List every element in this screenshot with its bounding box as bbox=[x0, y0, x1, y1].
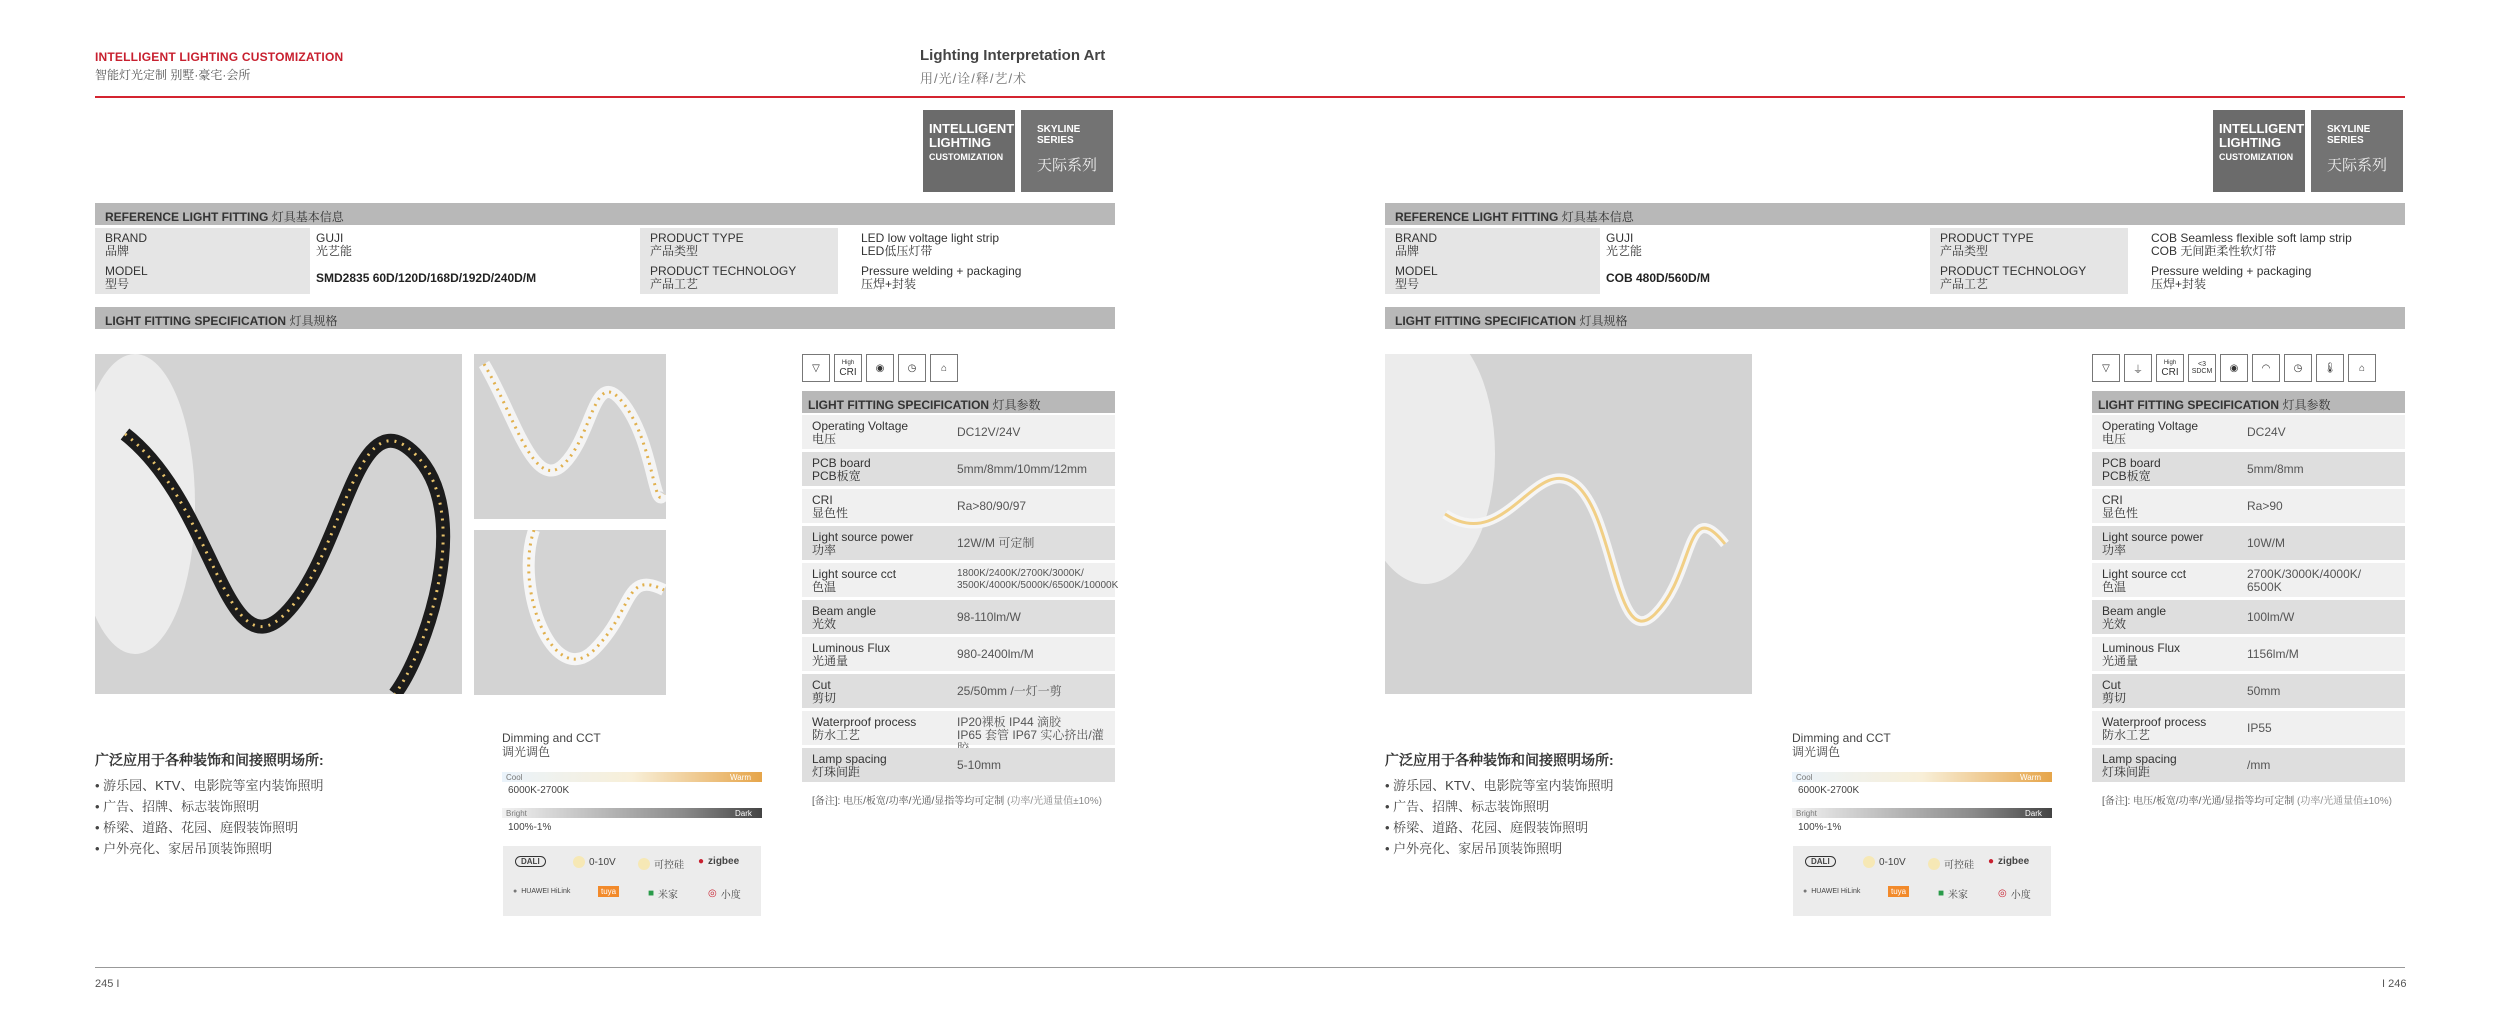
spec-label: Operating Voltage 电压 bbox=[812, 419, 909, 446]
cri-icon bbox=[834, 354, 862, 382]
huawei-icon: ● bbox=[1803, 888, 1808, 895]
art-title: Lighting Interpretation Art bbox=[920, 47, 1106, 64]
model-label: MODEL 型号 bbox=[1395, 264, 1438, 291]
bar-title: REFERENCE LIGHT FITTING bbox=[1395, 210, 1559, 224]
spec-value: 1156lm/M bbox=[2247, 647, 2299, 661]
dimming-title: Dimming and CCT 调光调色 bbox=[1792, 731, 1891, 759]
huawei-icon: ● bbox=[513, 888, 518, 895]
cool-label: Cool bbox=[1796, 773, 1813, 782]
bar-title-cn: 灯具规格 bbox=[1579, 314, 1628, 328]
tuya-logo: tuya bbox=[598, 886, 619, 897]
spec-value: 980-2400lm/M bbox=[957, 647, 1034, 661]
model-label: MODEL 型号 bbox=[105, 264, 148, 291]
spec-row bbox=[802, 452, 1115, 486]
eye-icon: ◉ bbox=[866, 354, 894, 382]
spec-label: Light source cct 色温 bbox=[812, 567, 897, 594]
mijia-logo: ■ 米家 bbox=[1938, 888, 1969, 901]
dim-range: 100%-1% bbox=[1798, 822, 1842, 833]
badge-intelligent-lighting bbox=[2213, 110, 2305, 192]
page-number: 245 I bbox=[95, 978, 120, 990]
badge-text: SERIES bbox=[1037, 135, 1074, 146]
spec-value: 5mm/8mm/10mm/12mm bbox=[957, 462, 1088, 476]
product-type-label: PRODUCT TYPE 产品类型 bbox=[1940, 231, 2034, 258]
model-value: COB 480D/560D/M bbox=[1606, 271, 1711, 285]
triangle-f-icon: ▽ bbox=[802, 354, 830, 382]
specification-bar bbox=[1385, 307, 2405, 329]
spec-row bbox=[2092, 489, 2405, 523]
bar-title: LIGHT FITTING SPECIFICATION bbox=[1395, 314, 1577, 328]
cct-gradient bbox=[502, 772, 762, 782]
mijia-icon: ■ bbox=[1938, 888, 1945, 899]
spec-title-cn: 灯具参数 bbox=[2282, 398, 2331, 412]
application-item: • 游乐园、KTV、电影院等室内装饰照明 bbox=[1385, 778, 1614, 793]
spec-value: DC24V bbox=[2247, 425, 2286, 439]
application-item: • 广告、招牌、标志装饰照明 bbox=[1385, 799, 1550, 814]
zigbee-logo: ● zigbee bbox=[1988, 856, 2030, 867]
right-page bbox=[1250, 0, 2500, 1035]
spec-label: Beam angle 光效 bbox=[812, 604, 877, 631]
spec-value: IP20裸板 IP44 滴胶 IP65 套管 IP67 实心挤出/灌 bbox=[957, 715, 1104, 742]
spec-value: 10W/M bbox=[2247, 536, 2286, 550]
mijia-logo: ■ 米家 bbox=[648, 888, 679, 901]
spec-row bbox=[802, 489, 1115, 523]
cct-range: 6000K-2700K bbox=[1798, 785, 1860, 796]
spec-value: Ra>90 bbox=[2247, 499, 2283, 513]
temperature-icon: 🌡 bbox=[2316, 354, 2344, 382]
indoor-house-icon: ⌂ bbox=[2348, 354, 2376, 382]
spec-label: CRI 显色性 bbox=[2102, 493, 2139, 520]
spec-row bbox=[802, 563, 1119, 597]
spec-row bbox=[802, 637, 1115, 671]
application-item: • 广告、招牌、标志装饰照明 bbox=[95, 799, 260, 814]
brand-title: INTELLIGENT LIGHTING CUSTOMIZATION bbox=[95, 50, 344, 64]
application-item: • 游乐园、KTV、电影院等室内装饰照明 bbox=[95, 778, 324, 793]
badge-text: SERIES bbox=[2327, 135, 2364, 146]
application-item: • 户外亮化、家居吊顶装饰照明 bbox=[1385, 841, 1563, 856]
spec-label: Light source power 功率 bbox=[2102, 530, 2204, 557]
spec-value: DC12V/24V bbox=[957, 425, 1021, 439]
thyristor-logo: 可控硅 bbox=[638, 856, 684, 871]
spec-value: 2700K/3000K/4000K/ 6500K bbox=[2247, 567, 2362, 594]
badge-text: LIGHTING bbox=[2219, 135, 2282, 150]
spec-label: Operating Voltage 电压 bbox=[2102, 419, 2199, 446]
dot-icon bbox=[573, 856, 585, 868]
spec-value: 12W/M 可定制 bbox=[957, 536, 1035, 550]
dimming-title: Dimming and CCT 调光调色 bbox=[502, 731, 601, 759]
spec-row bbox=[802, 674, 1115, 708]
010v-logo: 0-10V bbox=[1863, 856, 1906, 868]
led-strip-illustration bbox=[474, 530, 666, 695]
led-strip-photo-main bbox=[95, 354, 462, 694]
product-type-label: PRODUCT TYPE 产品类型 bbox=[650, 231, 744, 258]
spec-label: Light source power 功率 bbox=[812, 530, 914, 557]
010v-logo: 0-10V bbox=[573, 856, 616, 868]
warm-label: Warm bbox=[2020, 773, 2042, 782]
lifetime-icon: ◷ bbox=[2284, 354, 2312, 382]
bright-label: Bright bbox=[1796, 809, 1817, 818]
badge-text: 天际系列 bbox=[1037, 157, 1098, 174]
spec-label: Lamp spacing 灯珠间距 bbox=[2102, 752, 2177, 779]
tuya-logo: tuya bbox=[1888, 886, 1909, 897]
brand-value: GUJI 光艺能 bbox=[316, 231, 353, 258]
spec-note: [备注]: 电压/板宽/功率/光通/显指等均可定制 (功率/光通量值±10%) bbox=[812, 796, 1102, 807]
bar-title-cn: 灯具基本信息 bbox=[1561, 210, 1634, 224]
spec-row bbox=[802, 415, 1115, 449]
application-item: • 桥梁、道路、花园、庭假装饰照明 bbox=[95, 820, 299, 835]
spec-label: PCB board PCB板宽 bbox=[812, 456, 871, 483]
badge-text: SKYLINE bbox=[1037, 124, 1081, 135]
bar-title: REFERENCE LIGHT FITTING bbox=[105, 210, 269, 224]
product-tech-value: Pressure welding + packaging 压焊+封装 bbox=[2151, 264, 2312, 291]
spec-label: Cut 剪切 bbox=[812, 678, 837, 705]
spec-label: Waterproof process 防水工艺 bbox=[812, 715, 917, 742]
spec-value: 5mm/8mm bbox=[2247, 462, 2304, 476]
led-strip-illustration bbox=[95, 354, 462, 694]
dot-icon bbox=[1863, 856, 1875, 868]
lifetime-icon: ◷ bbox=[898, 354, 926, 382]
reference-bar bbox=[95, 203, 1115, 225]
protocol-logos bbox=[503, 846, 761, 916]
xiaodu-icon: ◎ bbox=[1998, 888, 2007, 899]
spec-label: Beam angle 光效 bbox=[2102, 604, 2167, 631]
dali-logo: DALI bbox=[1805, 856, 1836, 867]
xiaodu-logo: ◎ 小度 bbox=[708, 888, 741, 901]
spec-row bbox=[802, 526, 1115, 560]
product-type-value: LED low voltage light strip LED低压灯带 bbox=[861, 231, 1000, 258]
spec-row bbox=[2092, 711, 2405, 745]
product-tech-label: PRODUCT TECHNOLOGY 产品工艺 bbox=[1940, 264, 2087, 291]
brand-subtitle: 智能灯光定制 别墅·豪宅·会所 bbox=[95, 68, 251, 82]
cool-label: Cool bbox=[506, 773, 523, 782]
eye-icon: ◉ bbox=[2220, 354, 2248, 382]
spec-label: Luminous Flux 光通量 bbox=[2102, 641, 2181, 668]
application-item: • 户外亮化、家居吊顶装饰照明 bbox=[95, 841, 273, 856]
cct-gradient bbox=[1792, 772, 2052, 782]
spec-row bbox=[2092, 637, 2405, 671]
art-subtitle: 用/光/诠/释/艺/术 bbox=[920, 71, 1028, 86]
application-title: 广泛应用于各种装饰和间接照明场所: bbox=[1385, 752, 1614, 768]
spec-table-title bbox=[802, 391, 1115, 413]
ground-icon: ⏚ bbox=[2124, 354, 2152, 382]
application-list bbox=[1385, 775, 1613, 859]
bar-title-cn: 灯具基本信息 bbox=[271, 210, 344, 224]
cri-text: CRI bbox=[2161, 367, 2179, 378]
thyristor-logo: 可控硅 bbox=[1928, 856, 1974, 871]
badge-text: CUSTOMIZATION bbox=[929, 152, 1004, 162]
badge-text: INTELLIGENT bbox=[929, 121, 1015, 136]
page-number: I 246 bbox=[2382, 978, 2407, 990]
spec-row bbox=[2092, 452, 2405, 486]
badge-text: LIGHTING bbox=[929, 135, 992, 150]
spec-value: 5-10mm bbox=[957, 758, 1002, 772]
cri-small-text: High bbox=[841, 360, 855, 366]
spec-title-text: LIGHT FITTING SPECIFICATION bbox=[2098, 398, 2280, 412]
huawei-hilink-logo: ● HUAWEI HiLink bbox=[1803, 888, 1861, 895]
feature-icons bbox=[802, 354, 958, 384]
application-title: 广泛应用于各种装饰和间接照明场所: bbox=[95, 752, 324, 768]
dot-icon bbox=[1928, 858, 1940, 870]
spec-table-title bbox=[2092, 391, 2405, 413]
feature-icons bbox=[2092, 354, 2376, 384]
spec-value: 100lm/W bbox=[2247, 610, 2295, 624]
spec-label: PCB board PCB板宽 bbox=[2102, 456, 2161, 483]
spec-value: 98-110lm/W bbox=[957, 610, 1021, 624]
spec-row bbox=[2092, 526, 2405, 560]
sdcm-icon: <3 SDCM bbox=[2188, 354, 2216, 382]
spec-label: Waterproof process 防水工艺 bbox=[2102, 715, 2207, 742]
spec-row bbox=[2092, 674, 2405, 708]
indoor-house-icon: ⌂ bbox=[930, 354, 958, 382]
spec-row bbox=[2092, 600, 2405, 634]
spec-label: Light source cct 色温 bbox=[2102, 567, 2187, 594]
cob-strip-illustration bbox=[1385, 354, 1752, 694]
spec-value: /mm bbox=[2247, 758, 2271, 772]
product-type-value: COB Seamless flexible soft lamp strip COB 无间距柔性软灯带 bbox=[2151, 231, 2352, 258]
spec-value: 50mm bbox=[2247, 684, 2281, 698]
spec-value: IP55 bbox=[2247, 721, 2272, 735]
triangle-f-icon: ▽ bbox=[2092, 354, 2120, 382]
zigbee-icon: ● bbox=[1988, 856, 1995, 867]
dot-icon bbox=[638, 858, 650, 870]
spec-row bbox=[2092, 415, 2405, 449]
dark-label: Dark bbox=[2025, 809, 2042, 818]
bar-title: LIGHT FITTING SPECIFICATION bbox=[105, 314, 287, 328]
reference-bar bbox=[1385, 203, 2405, 225]
product-tech-label: PRODUCT TECHNOLOGY 产品工艺 bbox=[650, 264, 797, 291]
spec-value: Ra>80/90/97 bbox=[957, 499, 1027, 513]
cct-range: 6000K-2700K bbox=[508, 785, 570, 796]
dimming-gradient bbox=[502, 808, 762, 818]
brand-value: GUJI 光艺能 bbox=[1606, 231, 1643, 258]
warm-label: Warm bbox=[730, 773, 752, 782]
spec-value: 25/50mm /一灯一剪 bbox=[957, 684, 1062, 698]
xiaodu-logo: ◎ 小度 bbox=[1998, 888, 2031, 901]
application-item: • 桥梁、道路、花园、庭假装饰照明 bbox=[1385, 820, 1589, 835]
badge-text: SKYLINE bbox=[2327, 124, 2371, 135]
spec-note: [备注]: 电压/板宽/功率/光通/显指等均可定制 (功率/光通量值±10%) bbox=[2102, 796, 2392, 807]
huawei-hilink-logo: ● HUAWEI HiLink bbox=[513, 888, 571, 895]
angle-icon: ◠ bbox=[2252, 354, 2280, 382]
spec-label: Cut 剪切 bbox=[2102, 678, 2127, 705]
badge-intelligent-lighting bbox=[923, 110, 1015, 192]
zigbee-icon: ● bbox=[698, 856, 705, 867]
dali-logo: DALI bbox=[515, 856, 546, 867]
dim-range: 100%-1% bbox=[508, 822, 552, 833]
spec-label: CRI 显色性 bbox=[812, 493, 849, 520]
dark-label: Dark bbox=[735, 809, 752, 818]
brand-label: BRAND 品牌 bbox=[1395, 231, 1438, 258]
spec-row bbox=[2092, 563, 2405, 597]
led-strip-photo-bottom bbox=[474, 530, 666, 695]
bar-title-cn: 灯具规格 bbox=[289, 314, 338, 328]
badge-skyline-series bbox=[2311, 110, 2403, 192]
zigbee-logo: ● zigbee bbox=[698, 856, 740, 867]
cri-small-text: High bbox=[2163, 360, 2177, 366]
cri-icon bbox=[2156, 354, 2184, 382]
badge-text: CUSTOMIZATION bbox=[2219, 152, 2294, 162]
dimming-gradient bbox=[1792, 808, 2052, 818]
cob-strip-photo bbox=[1385, 354, 1752, 694]
badge-text: 天际系列 bbox=[2327, 157, 2388, 174]
product-tech-value: Pressure welding + packaging 压焊+封装 bbox=[861, 264, 1022, 291]
spec-label: Lamp spacing 灯珠间距 bbox=[812, 752, 887, 779]
spec-row bbox=[2092, 748, 2405, 782]
spec-row bbox=[802, 711, 1115, 745]
bright-label: Bright bbox=[506, 809, 527, 818]
spec-value: 1800K/2400K/2700K/3000K/ 3500K/4000K/5000K/6500K/10000K bbox=[957, 568, 1119, 591]
badge-text: INTELLIGENT bbox=[2219, 121, 2305, 136]
specification-bar bbox=[95, 307, 1115, 329]
application-list bbox=[95, 775, 323, 859]
brand-label: BRAND 品牌 bbox=[105, 231, 148, 258]
badge-skyline-series bbox=[1021, 110, 1113, 192]
model-value: SMD2835 60D/120D/168D/192D/240D/M bbox=[316, 271, 537, 285]
xiaodu-icon: ◎ bbox=[708, 888, 717, 899]
led-strip-photo-top bbox=[474, 354, 666, 519]
spec-title-cn: 灯具参数 bbox=[992, 398, 1041, 412]
spec-row bbox=[802, 748, 1115, 782]
mijia-icon: ■ bbox=[648, 888, 655, 899]
protocol-logos bbox=[1793, 846, 2051, 916]
cri-text: CRI bbox=[839, 367, 857, 378]
spec-row bbox=[802, 600, 1115, 634]
led-strip-illustration bbox=[474, 354, 666, 519]
spec-label: Luminous Flux 光通量 bbox=[812, 641, 891, 668]
spec-title-text: LIGHT FITTING SPECIFICATION bbox=[808, 398, 990, 412]
